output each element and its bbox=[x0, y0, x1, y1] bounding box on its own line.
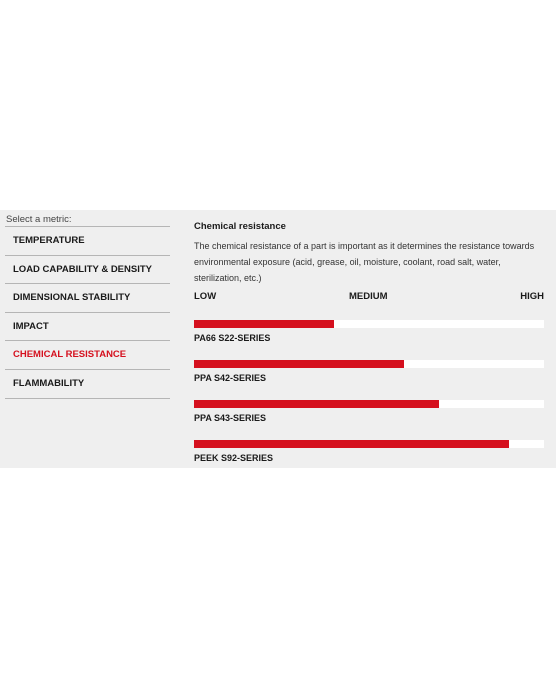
rating-bar-fill bbox=[194, 320, 334, 328]
rating-bar-row bbox=[194, 400, 544, 440]
metric-description: The chemical resistance of a part is important as it determines the resistance towards environmental exposure (acid, grease, oil, moisture, coolant, road salt, water, sterilization, etc.) bbox=[194, 241, 535, 283]
rating-bar-track bbox=[194, 400, 544, 408]
rating-bar-track bbox=[194, 440, 544, 448]
scale-low-label: LOW bbox=[194, 291, 217, 302]
metric-item-temperature[interactable]: TEMPERATURE bbox=[5, 227, 170, 256]
rating-scale bbox=[194, 291, 544, 303]
rating-bar-label: PA66 S22-SERIES bbox=[194, 333, 271, 343]
rating-bar-row bbox=[194, 360, 544, 400]
select-metric-label: Select a metric: bbox=[6, 214, 72, 225]
rating-bar-fill bbox=[194, 400, 439, 408]
metric-detail bbox=[194, 221, 544, 480]
metric-item-load-capability-density[interactable]: LOAD CAPABILITY & DENSITY bbox=[5, 256, 170, 285]
rating-bar-row bbox=[194, 320, 544, 360]
metric-comparison-panel bbox=[0, 210, 556, 468]
rating-bar-label: PPA S43-SERIES bbox=[194, 413, 267, 423]
rating-bars bbox=[194, 320, 544, 480]
metric-title: Chemical resistance bbox=[194, 221, 286, 232]
metric-list bbox=[5, 226, 170, 399]
scale-medium-label: MEDIUM bbox=[349, 291, 388, 302]
rating-bar-fill bbox=[194, 360, 404, 368]
scale-high-label: HIGH bbox=[520, 291, 544, 302]
rating-bar-fill bbox=[194, 440, 509, 448]
metric-item-flammability[interactable]: FLAMMABILITY bbox=[5, 370, 170, 399]
rating-bar-track bbox=[194, 320, 544, 328]
rating-bar-row bbox=[194, 440, 544, 480]
metric-sidebar bbox=[5, 213, 170, 399]
metric-item-dimensional-stability[interactable]: DIMENSIONAL STABILITY bbox=[5, 284, 170, 313]
rating-bar-label: PPA S42-SERIES bbox=[194, 373, 267, 383]
metric-item-chemical-resistance[interactable]: CHEMICAL RESISTANCE bbox=[5, 341, 170, 370]
rating-bar-label: PEEK S92-SERIES bbox=[194, 453, 274, 463]
metric-item-impact[interactable]: IMPACT bbox=[5, 313, 170, 342]
rating-bar-track bbox=[194, 360, 544, 368]
